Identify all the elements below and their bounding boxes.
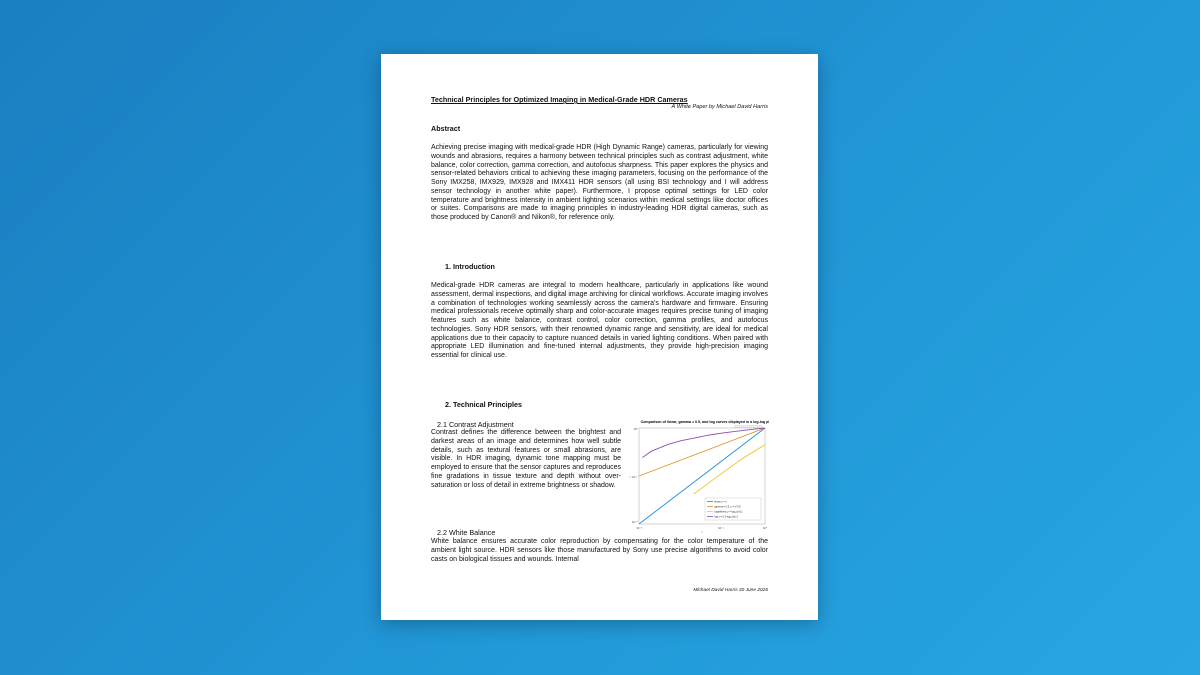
chart-toolbar-icon	[743, 426, 746, 428]
legend-entry: logarithmic y = log₁₀(x+1)	[714, 510, 743, 514]
abstract-text: Achieving precise imaging with medical-grade HDR (High Dynamic Range) cameras, particularly for viewing wounds and abrasions, requires a harmony between technical principles such as contrast adjustment, white balance, color correction, gamma correction, and autofocus sharpness. This paper explores the physics and sensor-related behaviors critical to achieving these imaging parameters, focusing on the performance of the Sony IMX258, IMX929, IMX928 and IMX411 HDR sensors (all using BSI technology and I will address sensor technology in another white paper). Furthermore, I propose optimal settings for LED color temperature and brightness intensity in ambient lighting scenarios within medical settings like doctor offices or suites. Comparisons are made to imaging principles in industry-leading HDR digital cameras, such as those produced by Canon® and Nikon®, for reference only.	[431, 144, 768, 221]
subsection-2-1-text: Contrast defines the difference between the brightest and darkest areas of an image and determines how well subtle details, such as textural features or small abrasions, are visible. In HDR imaging, dynamic tone mapping must be employed to ensure that the sensor captures and reproduces fine gradations in tissue texture and depth without over-saturation or loss of detail in extreme brightness or shadow.	[431, 429, 621, 489]
document-page	[381, 54, 818, 620]
legend-entry: gamma = 0.5, y = x^0.5	[714, 505, 741, 509]
chart-toolbar-icon	[735, 426, 738, 428]
legend-entry: log y = 0.3·log₁₀(x)+1	[714, 515, 738, 519]
section-2-heading: 2. Technical Principles	[445, 400, 522, 409]
x-tick-label: 10⁻³	[636, 526, 642, 530]
x-tick-label: 10⁻¹	[718, 526, 724, 530]
x-axis-label: x	[701, 531, 703, 534]
subsection-2-2-heading: 2.2 White Balance	[437, 528, 496, 537]
section-1-text: Medical-grade HDR cameras are integral to modern healthcare, particularly in applications like wound assessment, dermal inspections, and digital image archiving for clinical workflows. Accurate imaging involves a combination of technologies working seamlessly across the camera's hardware and firmware. Ensuring medical professionals receive optimally sharp and color-accurate images requires precise tuning of imaging features such as white balance, contrast control, color correction, gamma profiles, and autofocus technologies. Sony HDR sensors, with their renowned dynamic range and sensitivity, are ideal for medical applications due to their capacity to capture nuanced details in varied lighting conditions. When paired with appropriate LED illumination and fine-tuned internal adjustments, they provide high-precision imaging essential for clinical use.	[431, 282, 768, 359]
curve-comparison-chart	[625, 418, 769, 534]
abstract-heading: Abstract	[431, 124, 461, 133]
chart-toolbar-icon	[755, 426, 758, 428]
chart-toolbar	[735, 426, 762, 428]
chart-toolbar-icon	[739, 426, 742, 428]
subsection-2-1-heading: 2.1 Contrast Adjustment	[437, 420, 514, 429]
section-1-heading: 1. Introduction	[445, 262, 495, 271]
chart-toolbar-icon	[759, 426, 762, 428]
y-tick-label: 10⁻³	[631, 520, 638, 524]
x-tick-label: 10⁰	[762, 526, 768, 530]
chart-toolbar-icon	[751, 426, 754, 428]
subsection-2-2-text: White balance ensures accurate color reproduction by compensating for the color temperature of the ambient light source. HDR sensors like those manufactured by Sony use precise algorithms to avoid color casts on biological tissues and wounds. Internal	[431, 538, 768, 563]
page-footer: Michael David Harris 30 June 2026	[693, 588, 768, 593]
y-tick-label: 10⁰	[633, 427, 638, 431]
document-subtitle: A White Paper by Michael David Harris	[671, 104, 768, 110]
chart-svg	[625, 418, 769, 534]
chart-title: Comparison of linear, gamma = 0.5, and log curves displayed in a log-log pl	[640, 420, 769, 424]
y-tick-label: ≈ 10⁻¹	[629, 475, 638, 479]
document-title: Technical Principles for Optimized Imaging in Medical-Grade HDR Cameras	[431, 95, 688, 104]
legend-entry: linear y = x	[714, 500, 727, 504]
chart-toolbar-icon	[747, 426, 750, 428]
